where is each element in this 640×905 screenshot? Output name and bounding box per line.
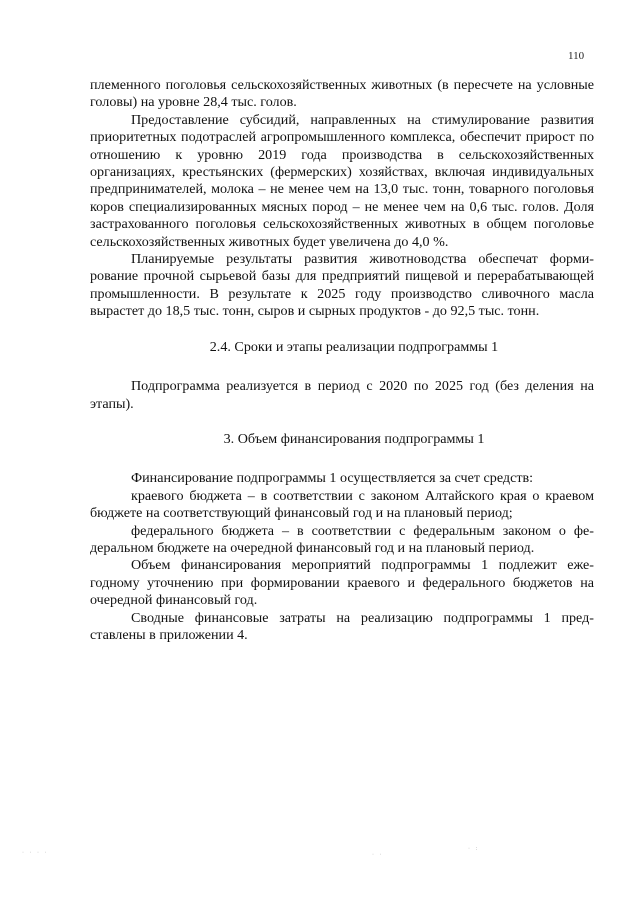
paragraph-planned-results: Планируемые результаты развития животноводства обеспечат формирование прочной сырьевой базы для предприятий пищевой и перерабатывающей промышленности. В результате к 2025 году производство сливочного масла вырастет до 18,5 тыс. тонн, сыров и сырных продуктов - до 92,5 тыс. тонн. — [90, 251, 594, 320]
scan-specks-right: · : — [468, 846, 480, 852]
scan-specks-left: · · · · — [22, 850, 49, 856]
paragraph-annual-adjustment: Объем финансирования мероприятий подпрограммы 1 подлежит ежегодному уточнению при формировании краевого и федерального бюджетов на очередной финансовый год. — [90, 557, 594, 609]
section-3-heading: 3. Объем финансирования подпрограммы 1 — [223, 430, 485, 447]
document-body — [90, 77, 594, 644]
paragraph-regional-budget: краевого бюджета – в соответствии с законом Алтайского края о краевом бюджете на соответствующий финансовый год и на плановый период; — [90, 487, 594, 522]
section-2-4-heading: 2.4. Сроки и этапы реализации подпрограммы 1 — [209, 338, 499, 355]
scan-specks-middle: · · — [372, 852, 384, 858]
paragraph-federal-budget: федерального бюджета – в соответствии с федеральным законом о федеральном бюджете на очередной финансовый год и на плановый период. — [90, 522, 594, 556]
page-number: 110 — [568, 50, 585, 62]
paragraph-summary-costs: Сводные финансовые затраты на реализацию подпрограммы 1 представлены в приложении 4. — [90, 609, 594, 643]
paragraph-financing-sources: Финансирование подпрограммы 1 осуществляется за счет средств: — [131, 470, 534, 487]
paragraph-livestock-headcount: племенного поголовья сельскохозяйственных животных (в пересчете на условные головы) на уровне 28,4 тыс. голов. — [90, 77, 594, 111]
paragraph-implementation-period: Подпрограмма реализуется в период с 2020 по 2025 год (без деления на этапы). — [90, 378, 594, 412]
paragraph-subsidies: Предоставление субсидий, направленных на стимулирование развития приоритетных подотраслей агропромышленного комплекса, обеспечит прирост по отношению к уровню 2019 года производства в сельскохозяйственных организациях, крестьянских (фермерских) хозяйствах, включая индивидуальных предпринимателей, молока – не менее чем на 13,0 тыс. тонн, товарного поголовья коров специализированных мясных пород – не менее чем на 0,6 тыс. голов. Доля застрахованного поголовья сельскохозяйственных животных в общем поголовье сельскохозяйственных животных будет увеличена до 4,0 %. — [90, 111, 594, 250]
